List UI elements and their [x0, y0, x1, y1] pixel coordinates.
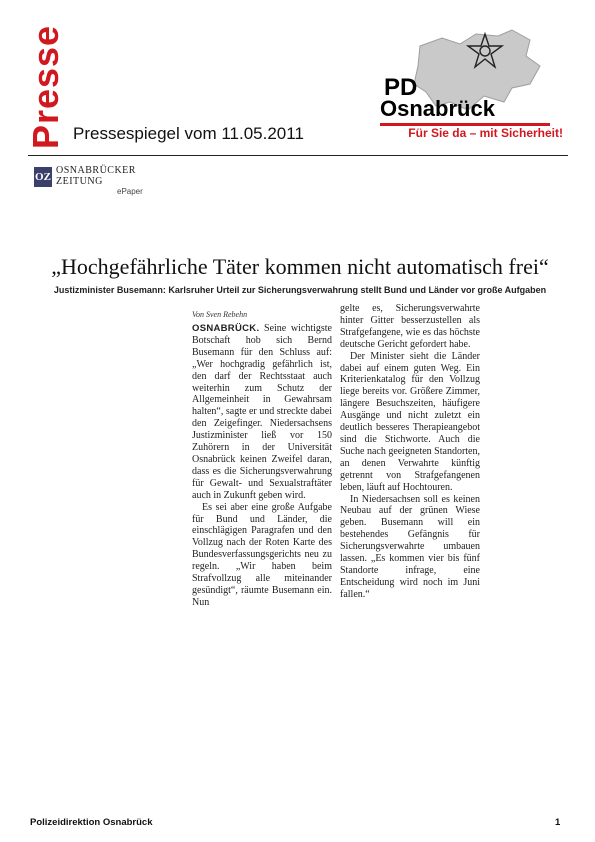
article-paragraph: gelte es, Sicherungsverwahrte hinter Gitter besserzustellen als Strafgefangene, wie es das höchste deutsche Gericht gefordert habe. [340, 303, 480, 350]
newspaper-badge: OZ [34, 167, 52, 187]
article-byline: Von Sven Rebehn [192, 310, 248, 319]
presse-vertical-label [26, 22, 66, 152]
newspaper-epaper: ePaper [117, 187, 143, 196]
newspaper-name-line2: ZEITUNG [56, 176, 103, 187]
article-subtitle: Justizminister Busemann: Karlsruher Urteil zur Sicherungsverwahrung stellt Bund und Länder vor große Aufgaben [53, 285, 547, 295]
footer-organization: Polizeidirektion Osnabrück [30, 817, 153, 828]
article-column-right [340, 303, 480, 601]
newspaper-logo [32, 165, 202, 195]
newspaper-name [56, 165, 136, 187]
article-paragraph: Der Minister sieht die Länder dabei auf einem guten Weg. Ein Kriterienkatalog für den Vollzug liege bereits vor. Größere Zimmer, längere Besuchszeiten, häufigere Ausgänge und nicht zuletzt ein deutlich besseres Therapieangebot sind die Stichworte. Auch die Suche nach geeigneten Standorten, an denen Verwahrte künftig getrennt von Strafgefangenen leben, läuft auf Hochtouren. [340, 350, 480, 493]
pressespiegel-date: Pressespiegel vom 11.05.2011 [73, 124, 304, 143]
article-paragraph: In Niedersachsen soll es keinen Neubau auf der grünen Wiese geben. Busemann will ein bestehendes Gefängnis für Sicherungsverwahrte umbauen lassen. „Es kommen vier bis fünf Standorte infrage, eine Entscheidung wird noch im Juni fallen.“ [340, 493, 480, 600]
pd-osnabrueck-logo [380, 26, 560, 122]
logo-pd: PD [384, 74, 418, 101]
police-star-icon [465, 32, 505, 72]
logo-city: Osnabrück [380, 96, 495, 121]
page-number: 1 [555, 817, 561, 828]
article-title: „Hochgefährliche Täter kommen nicht automatisch frei“ [51, 254, 549, 279]
newspaper-name-line1: OSNABRÜCKER [56, 165, 136, 176]
article-dateline: OSNABRÜCK. [192, 323, 260, 334]
header-divider [28, 155, 568, 156]
article-column-left [192, 323, 332, 609]
article-paragraph: OSNABRÜCK. Seine wichtigste Botschaft hob sich Bernd Busemann für den Schluss auf: „Wer hochgradig gefährlich ist, den darf der Rechtsstaat auch weiterhin zum Schutz der Allgemeinheit in Gewahrsam halten“, sagte er und streckte dabei den Zeigefinger. Niedersachsens Justizminister ließ vor 150 Zuhörern in der Universität Osnabrück keinen Zweifel daran, dass es die Sicherungsverwahrung für Gewalt- und Sexualstraftäter auch in Zukunft geben wird. [192, 323, 332, 501]
tagline: Für Sie da – mit Sicherheit! [408, 126, 563, 140]
article-paragraph: Es sei aber eine große Aufgabe für Bund und Länder, die einschlägigen Paragrafen und den Vollzug nach der Roten Karte des Bundesverfassungsgerichts neu zu regeln. „Wir haben beim Strafvollzug alle miteinander gesündigt“, räumte Busemann ein. Nun [192, 501, 332, 608]
presse-label: Presse [25, 24, 67, 150]
